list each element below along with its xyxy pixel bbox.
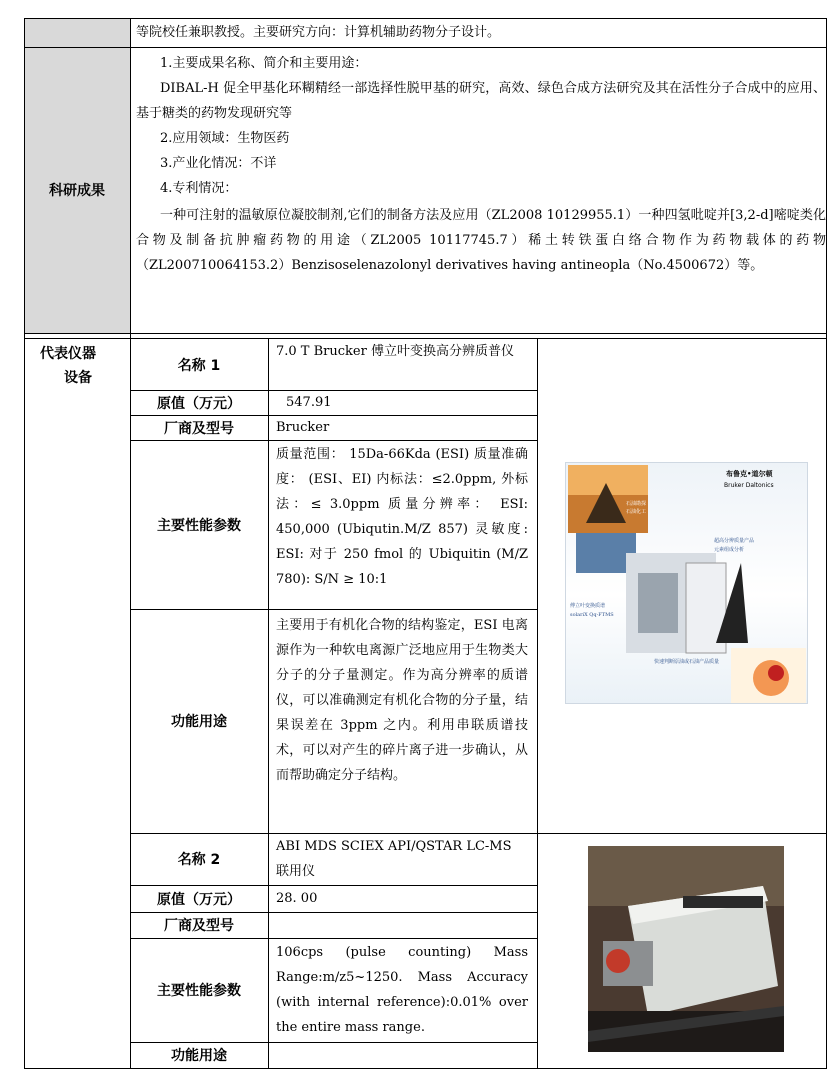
rule-col1 — [130, 18, 131, 1069]
brochure-caption-4: 元素组成分析 — [714, 547, 745, 553]
function1-label: 功能用途 — [171, 714, 227, 730]
instrument1-maker: Brucker — [276, 420, 330, 435]
instrument2-photo — [588, 846, 784, 1052]
rule-params1 — [130, 609, 537, 610]
instrument1-name: 7.0 T Brucker 傅立叶变换高分辨质普仪 — [276, 344, 514, 359]
research-line-6: 一种可注射的温敏原位凝胶制剂,它们的制备方法及应用（ZL2008 10129955.1）一种四氢吡啶并[3,2-d]嘧啶类化合物及制备抗肿瘤药物的用途（ZL2005 10117745.7）稀土转铁蛋白络合物作为药物载体的药物（ZL200710064153.2）Benzisoselenazolonyl derivatives having antineopla（No.4500672）等。 — [136, 208, 826, 273]
rule-name1 — [130, 390, 537, 391]
instrument2-params: 106cps (pulse counting) Mass Range:m/z5~1250. Mass Accuracy (with internal reference):0.01% over the entire mass range. — [276, 945, 528, 1035]
brochure-brand-cn: 布鲁克•道尔顿 — [726, 470, 773, 478]
rule-maker1 — [130, 440, 537, 441]
instrument2-value: 28. 00 — [276, 891, 318, 906]
rule-below-research-2 — [24, 338, 827, 339]
research-line-5: 4.专利情况： — [160, 181, 238, 196]
value1-label: 原值（万元） — [157, 395, 241, 412]
rule-below-top-row — [24, 47, 827, 48]
brochure-brand-en: Bruker Daltonics — [724, 482, 774, 489]
maker2-label: 厂商及型号 — [164, 918, 234, 934]
rule-below-research — [24, 333, 827, 334]
function2-label: 功能用途 — [171, 1048, 227, 1064]
instrument1-image — [565, 462, 808, 704]
name2-label: 名称 2 — [177, 852, 221, 868]
rule-col3 — [537, 338, 538, 1069]
rule-bottom — [24, 1068, 827, 1069]
rule-col2 — [268, 338, 269, 1069]
instruments-label-line1: 代表仪器 — [40, 346, 96, 362]
rule-maker2 — [130, 938, 537, 939]
research-line-2: DIBAL-H 促全甲基化环糊精经一部选择性脱甲基的研究，高效、绿色合成方法研究及其在活性分子合成中的应用、基于糖类的药物发现研究等 — [136, 81, 826, 121]
research-label: 科研成果 — [49, 183, 105, 199]
instrument1-value: 547.91 — [286, 395, 332, 410]
rule-params2 — [130, 1042, 537, 1043]
brochure-caption-2: 石油化工 — [626, 509, 647, 515]
rule-value2 — [130, 912, 537, 913]
brochure-caption-3: 超高分辨质量产品 — [714, 538, 755, 544]
name1-label: 名称 1 — [177, 357, 221, 374]
rule-right — [826, 18, 827, 1069]
rule-left — [24, 18, 25, 1069]
research-line-1: 1.主要成果名称、简介和主要用途： — [160, 56, 368, 71]
brochure-caption-6: solariX Qq-FTMS — [570, 612, 614, 618]
brochure-caption-7: 快速判断原油或石油产品质量 — [654, 659, 720, 665]
rule-name2 — [130, 885, 537, 886]
rule-value1 — [130, 415, 537, 416]
research-line-3: 2.应用领域：生物医药 — [160, 131, 290, 146]
top-row-left-cell — [24, 18, 130, 47]
params1-label: 主要性能参数 — [157, 517, 241, 534]
instrument1-params: 质量范围： 15Da-66Kda (ESI) 质量准确度： (ESI、EI) 内标法：≤2.0ppm, 外标法：≤ 3.0ppm 质量分辨率： ESI: 450,000 (Ubiqutin.M/Z 857) 灵敏度: ESI: 对于 250 fmol 的 Ubiquitin (M/Z 780): S/N ≥ 10:1 — [276, 447, 528, 587]
instrument2-name: ABI MDS SCIEX API/QSTAR LC-MS 联用仪 — [276, 839, 512, 879]
instruments-label — [40, 342, 120, 390]
top-row-text: 等院校任兼职教授。主要研究方向：计算机辅助药物分子设计。 — [136, 25, 501, 40]
lcms-photo-illustration — [588, 846, 784, 1052]
brochure-caption-1: 石油勘探 — [626, 501, 647, 507]
maker1-label: 厂商及型号 — [164, 420, 234, 437]
research-line-4: 3.产业化情况：不详 — [160, 156, 277, 171]
rule-function1 — [130, 833, 827, 834]
rule-top — [24, 18, 827, 19]
instrument1-function: 主要用于有机化合物的结构鉴定，ESI 电离源作为一种软电离源广泛地应用于生物类大分子的分子量测定。作为高分辨率的质谱仪，可以准确测定有机化合物的分子量，结果误差在 3ppm 之内。利用串联质谱技术，可以对产生的碎片离子进一步确认，从而帮助确定分子结构。 — [276, 618, 528, 783]
brochure-illustration — [566, 463, 808, 704]
value2-label: 原值（万元） — [157, 891, 241, 908]
params2-label: 主要性能参数 — [157, 983, 241, 999]
instruments-label-line2: 设备 — [64, 370, 92, 386]
brochure-caption-5: 傅立叶变换质谱 — [570, 603, 606, 609]
